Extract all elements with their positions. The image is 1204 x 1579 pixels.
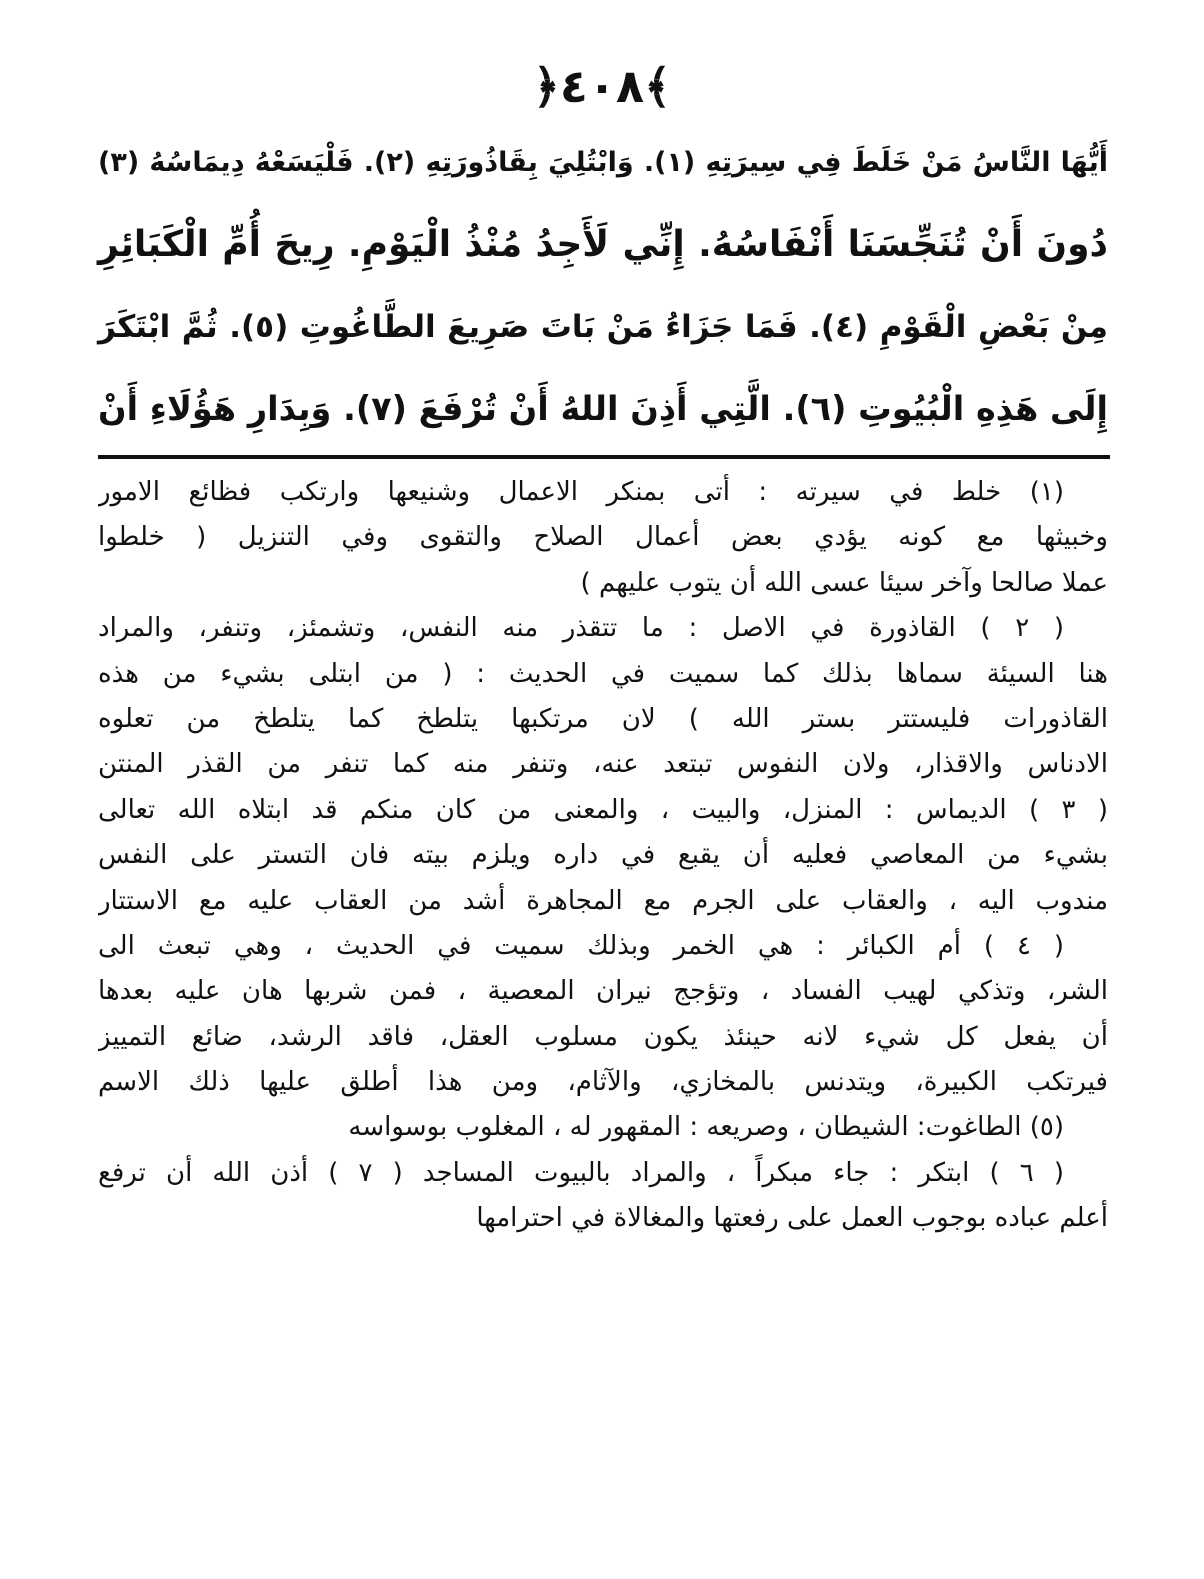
main-text-line: أَيُّهَا النَّاسُ مَنْ خَلَطَ فِي سِيرَتِهِ (١). وَابْتُلِيَ بِقَاذُورَتِهِ (٢). فَلْيَسَعْهُ دِيمَاسُهُ (٣) <box>98 147 1109 178</box>
footnote-line: أن يفعل كل شيء لانه حينئذ يكون مسلوب العقل، فاقد الرشد، ضائع التمييز <box>98 1021 1108 1052</box>
footnote-line: ( ٦ ) ابتكر : جاء مبكراً ، والمراد بالبيوت المساجد ( ٧ ) أذن الله أن ترفع <box>98 1157 1064 1188</box>
main-text-line: مِنْ بَعْضِ الْقَوْمِ (٤). فَمَا جَزَاءُ مَنْ بَاتَ صَرِيعَ الطَّاغُوتِ (٥). ثُمَّ ابْتَكَرَ <box>98 309 1108 345</box>
footnote-line: فيرتكب الكبيرة، ويتدنس بالمخازي، والآثام، ومن هذا أطلق عليها ذلك الاسم <box>98 1067 1108 1098</box>
main-text-line: دُونَ أَنْ تُنَجِّسَنَا أَنْفَاسُهُ. إِنِّي لَأَجِدُ مُنْذُ الْيَوْمِ. رِيحَ أُمِّ الْكَبَائِرِ <box>98 224 1108 265</box>
footnote-line: الشر، وتذكي لهيب الفساد ، وتؤجج نيران المعصية ، فمن شربها هان عليه بعدها <box>98 976 1108 1007</box>
footnote-line: الادناس والاقذار، ولان النفوس تبتعد عنه، وتنفر منه كما تنفر من القذر المنتن <box>98 749 1108 780</box>
footnote-line: القاذورات فليستتر بستر الله ) لان مرتكبها يتلطخ كما يتلطخ من تعلوه <box>98 703 1108 734</box>
footnote-line: عملا صالحا وآخر سيئا عسى الله أن يتوب عليهم ) <box>580 567 1108 598</box>
footnote-line: ( ٢ ) القاذورة في الاصل : ما تتقذر منه النفس، وتشمئز، وتنفر، والمراد <box>98 613 1064 644</box>
footnote-divider <box>98 455 1110 459</box>
footnote-line: ( ٤ ) أم الكبائر : هي الخمر وبذلك سميت في الحديث ، وهي تبعث الى <box>98 930 1064 961</box>
main-text <box>98 122 1108 450</box>
footnote-line: (٥) الطاغوت: الشيطان ، وصريعه : المقهور له ، المغلوب بوسواسه <box>348 1112 1064 1143</box>
footnote-line: بشيء من المعاصي فعليه أن يقبع في داره ويلزم بيته فان التستر على النفس <box>98 840 1108 871</box>
footnote-line: وخبيثها مع كونه يؤدي بعض أعمال الصلاح والتقوى وفي التنزيل ( خلطوا <box>98 522 1108 553</box>
footnotes <box>98 470 1108 1242</box>
page-number: ﴿٤٠٨﴾ <box>532 59 672 113</box>
footnote-line: أعلم عباده بوجوب العمل على رفعتها والمغالاة في احترامها <box>476 1203 1108 1234</box>
main-text-line: إِلَى هَذِهِ الْبُيُوتِ (٦). الَّتِي أَذِنَ اللهُ أَنْ تُرْفَعَ (٧). وَبِدَارِ هَؤُلَاءِ أَنْ <box>98 389 1108 428</box>
footnote-line: هنا السيئة سماها بذلك كما سميت في الحديث : ( من ابتلى بشيء من هذه <box>98 658 1108 689</box>
footnote-line: مندوب اليه ، والعقاب على الجرم مع المجاهرة أشد من العقاب عليه مع الاستتار <box>98 885 1108 916</box>
footnote-line: (١) خلط في سيرته : أتى بمنكر الاعمال وشنيعها وارتكب فظائع الامور <box>98 477 1064 507</box>
footnote-line: ( ٣ ) الديماس : المنزل، والبيت ، والمعنى من كان منكم قد ابتلاه الله تعالى <box>98 794 1108 825</box>
